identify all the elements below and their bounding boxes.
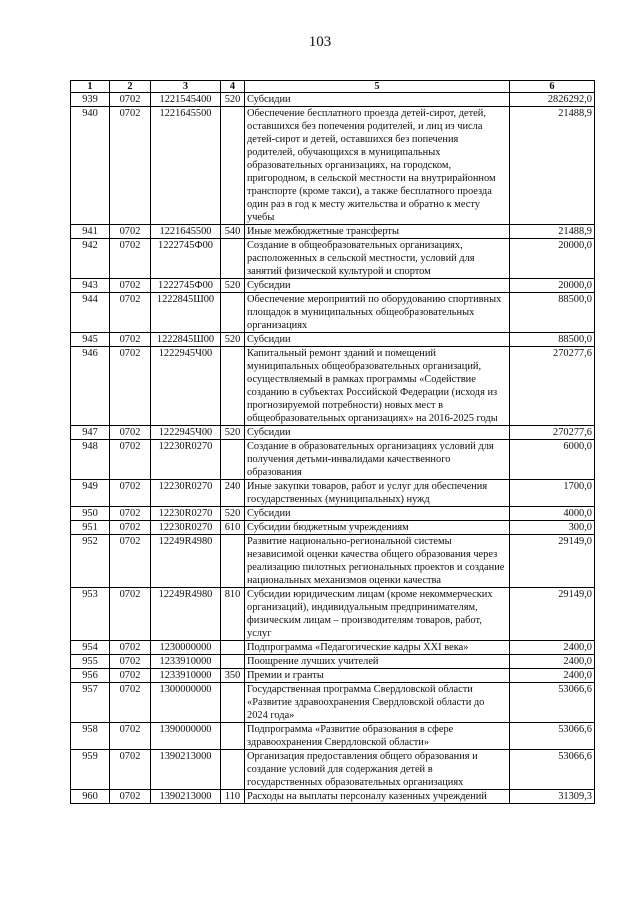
description-cell: Организация предоставления общего образования и создание условий для содержания детей в государственных образовательных организациях [245, 750, 510, 790]
amount-cell: 4000,0 [510, 507, 595, 521]
amount-cell: 88500,0 [510, 293, 595, 333]
table-row [71, 588, 595, 641]
target-article-code-cell: 1390000000 [151, 723, 221, 750]
description-cell: Развитие национально-региональной системы независимой оценки качества общего образования через реализацию пилотных региональных проектов и создание национальных механизмов оценки качества [245, 535, 510, 588]
row-number-cell: 958 [71, 723, 110, 750]
section-code-cell: 0702 [110, 293, 151, 333]
section-code-cell: 0702 [110, 347, 151, 426]
section-code-cell: 0702 [110, 426, 151, 440]
table-row [71, 641, 595, 655]
target-article-code-cell: 1233910000 [151, 669, 221, 683]
amount-cell: 21488,9 [510, 225, 595, 239]
expense-type-code-cell: 520 [221, 93, 245, 107]
description-cell: Создание в общеобразовательных организациях, расположенных в сельской местности, условий для занятий физической культурой и спортом [245, 239, 510, 279]
row-number-cell: 949 [71, 480, 110, 507]
row-number-cell: 943 [71, 279, 110, 293]
row-number-cell: 950 [71, 507, 110, 521]
table-row [71, 521, 595, 535]
row-number-cell: 947 [71, 426, 110, 440]
row-number-cell: 954 [71, 641, 110, 655]
target-article-code-cell: 12230R0270 [151, 480, 221, 507]
description-cell: Субсидии [245, 93, 510, 107]
amount-cell: 2400,0 [510, 669, 595, 683]
section-code-cell: 0702 [110, 641, 151, 655]
description-cell: Премии и гранты [245, 669, 510, 683]
table-row [71, 440, 595, 480]
target-article-code-cell: 12249R4980 [151, 588, 221, 641]
section-code-cell: 0702 [110, 507, 151, 521]
table-row [71, 669, 595, 683]
table-row [71, 333, 595, 347]
expense-type-code-cell: 520 [221, 279, 245, 293]
expense-type-code-cell [221, 750, 245, 790]
amount-cell: 2826292,0 [510, 93, 595, 107]
table-row [71, 239, 595, 279]
table-row [71, 535, 595, 588]
header-cell-2: 2 [110, 81, 151, 93]
table-row [71, 655, 595, 669]
target-article-code-cell: 1222845Ш00 [151, 293, 221, 333]
table-row [71, 790, 595, 804]
description-cell: Государственная программа Свердловской области «Развитие здравоохранения Свердловской области до 2024 года» [245, 683, 510, 723]
target-article-code-cell: 1221645500 [151, 225, 221, 239]
section-code-cell: 0702 [110, 440, 151, 480]
row-number-cell: 953 [71, 588, 110, 641]
section-code-cell: 0702 [110, 279, 151, 293]
target-article-code-cell: 1390213000 [151, 750, 221, 790]
row-number-cell: 941 [71, 225, 110, 239]
table-row [71, 107, 595, 225]
table-row [71, 279, 595, 293]
section-code-cell: 0702 [110, 93, 151, 107]
table-body [71, 93, 595, 804]
target-article-code-cell: 12230R0270 [151, 521, 221, 535]
table-row [71, 225, 595, 239]
description-cell: Подпрограмма «Развитие образования в сфере здравоохранения Свердловской области» [245, 723, 510, 750]
section-code-cell: 0702 [110, 669, 151, 683]
target-article-code-cell: 1390213000 [151, 790, 221, 804]
description-cell: Иные межбюджетные трансферты [245, 225, 510, 239]
expense-type-code-cell [221, 641, 245, 655]
expense-type-code-cell [221, 293, 245, 333]
description-cell: Субсидии [245, 507, 510, 521]
row-number-cell: 952 [71, 535, 110, 588]
table-header-row [71, 81, 595, 93]
target-article-code-cell: 1222945Ч00 [151, 347, 221, 426]
table-row [71, 347, 595, 426]
row-number-cell: 948 [71, 440, 110, 480]
budget-table [70, 80, 595, 804]
amount-cell: 29149,0 [510, 535, 595, 588]
expense-type-code-cell: 520 [221, 507, 245, 521]
row-number-cell: 940 [71, 107, 110, 225]
table-row [71, 723, 595, 750]
row-number-cell: 951 [71, 521, 110, 535]
amount-cell: 20000,0 [510, 279, 595, 293]
description-cell: Субсидии [245, 426, 510, 440]
target-article-code-cell: 12230R0270 [151, 507, 221, 521]
target-article-code-cell: 1222845Ш00 [151, 333, 221, 347]
row-number-cell: 960 [71, 790, 110, 804]
target-article-code-cell: 12249R4980 [151, 535, 221, 588]
target-article-code-cell: 1222945Ч00 [151, 426, 221, 440]
table-row [71, 480, 595, 507]
table-row [71, 750, 595, 790]
amount-cell: 88500,0 [510, 333, 595, 347]
target-article-code-cell: 12230R0270 [151, 440, 221, 480]
amount-cell: 270277,6 [510, 347, 595, 426]
expense-type-code-cell: 540 [221, 225, 245, 239]
description-cell: Субсидии юридическим лицам (кроме некоммерческих организаций), индивидуальным предпринимателям, физическим лицам – производителям товаров, работ, услуг [245, 588, 510, 641]
section-code-cell: 0702 [110, 750, 151, 790]
expense-type-code-cell [221, 347, 245, 426]
row-number-cell: 946 [71, 347, 110, 426]
expense-type-code-cell [221, 239, 245, 279]
expense-type-code-cell: 520 [221, 333, 245, 347]
expense-type-code-cell [221, 107, 245, 225]
header-cell-6: 6 [510, 81, 595, 93]
description-cell: Создание в образовательных организациях условий для получения детьми-инвалидами качественного образования [245, 440, 510, 480]
section-code-cell: 0702 [110, 683, 151, 723]
row-number-cell: 956 [71, 669, 110, 683]
row-number-cell: 939 [71, 93, 110, 107]
expense-type-code-cell: 350 [221, 669, 245, 683]
expense-type-code-cell [221, 655, 245, 669]
amount-cell: 2400,0 [510, 655, 595, 669]
table-row [71, 507, 595, 521]
expense-type-code-cell: 240 [221, 480, 245, 507]
target-article-code-cell: 1222745Ф00 [151, 239, 221, 279]
section-code-cell: 0702 [110, 107, 151, 225]
description-cell: Обеспечение мероприятий по оборудованию спортивных площадок в муниципальных общеобразовательных организациях [245, 293, 510, 333]
row-number-cell: 957 [71, 683, 110, 723]
expense-type-code-cell [221, 535, 245, 588]
amount-cell: 1700,0 [510, 480, 595, 507]
header-cell-5: 5 [245, 81, 510, 93]
target-article-code-cell: 1221545400 [151, 93, 221, 107]
table-row [71, 93, 595, 107]
row-number-cell: 955 [71, 655, 110, 669]
amount-cell: 300,0 [510, 521, 595, 535]
expense-type-code-cell: 520 [221, 426, 245, 440]
table-row [71, 683, 595, 723]
header-cell-3: 3 [151, 81, 221, 93]
target-article-code-cell: 1230000000 [151, 641, 221, 655]
description-cell: Расходы на выплаты персоналу казенных учреждений [245, 790, 510, 804]
row-number-cell: 944 [71, 293, 110, 333]
expense-type-code-cell: 810 [221, 588, 245, 641]
header-cell-1: 1 [71, 81, 110, 93]
description-cell: Подпрограмма «Педагогические кадры XXI века» [245, 641, 510, 655]
section-code-cell: 0702 [110, 239, 151, 279]
amount-cell: 31309,3 [510, 790, 595, 804]
expense-type-code-cell [221, 723, 245, 750]
section-code-cell: 0702 [110, 535, 151, 588]
amount-cell: 6000,0 [510, 440, 595, 480]
amount-cell: 53066,6 [510, 723, 595, 750]
target-article-code-cell: 1222745Ф00 [151, 279, 221, 293]
amount-cell: 2400,0 [510, 641, 595, 655]
amount-cell: 20000,0 [510, 239, 595, 279]
amount-cell: 29149,0 [510, 588, 595, 641]
expense-type-code-cell: 110 [221, 790, 245, 804]
section-code-cell: 0702 [110, 655, 151, 669]
section-code-cell: 0702 [110, 521, 151, 535]
table-row [71, 293, 595, 333]
section-code-cell: 0702 [110, 480, 151, 507]
amount-cell: 53066,6 [510, 683, 595, 723]
amount-cell: 270277,6 [510, 426, 595, 440]
target-article-code-cell: 1221645500 [151, 107, 221, 225]
section-code-cell: 0702 [110, 333, 151, 347]
expense-type-code-cell [221, 440, 245, 480]
description-cell: Капитальный ремонт зданий и помещений муниципальных общеобразовательных организаций, осуществляемый в рамках программы «Содействие созданию в субъектах Российской Федерации (исходя из прогнозируемой потребности) новых мест в общеобразовательных организациях» на 2016-2025 годы [245, 347, 510, 426]
header-cell-4: 4 [221, 81, 245, 93]
section-code-cell: 0702 [110, 588, 151, 641]
section-code-cell: 0702 [110, 723, 151, 750]
expense-type-code-cell: 610 [221, 521, 245, 535]
section-code-cell: 0702 [110, 225, 151, 239]
description-cell: Обеспечение бесплатного проезда детей-сирот, детей, оставшихся без попечения родителей, и лиц из числа детей-сирот и детей, оставшихся без попечения родителей, обучающихся в муниципальных образовательных организациях, на городском, пригородном, в сельской местности на внутрирайонном транспорте (кроме такси), а также бесплатного проезда один раз в год к месту жительства и обратно к месту учебы [245, 107, 510, 225]
expense-type-code-cell [221, 683, 245, 723]
description-cell: Субсидии [245, 279, 510, 293]
target-article-code-cell: 1300000000 [151, 683, 221, 723]
description-cell: Субсидии бюджетным учреждениям [245, 521, 510, 535]
row-number-cell: 959 [71, 750, 110, 790]
amount-cell: 53066,6 [510, 750, 595, 790]
description-cell: Поощрение лучших учителей [245, 655, 510, 669]
amount-cell: 21488,9 [510, 107, 595, 225]
row-number-cell: 945 [71, 333, 110, 347]
description-cell: Субсидии [245, 333, 510, 347]
section-code-cell: 0702 [110, 790, 151, 804]
page-number: 103 [308, 34, 332, 50]
table-row [71, 426, 595, 440]
target-article-code-cell: 1233910000 [151, 655, 221, 669]
description-cell: Иные закупки товаров, работ и услуг для обеспечения государственных (муниципальных) нужд [245, 480, 510, 507]
row-number-cell: 942 [71, 239, 110, 279]
